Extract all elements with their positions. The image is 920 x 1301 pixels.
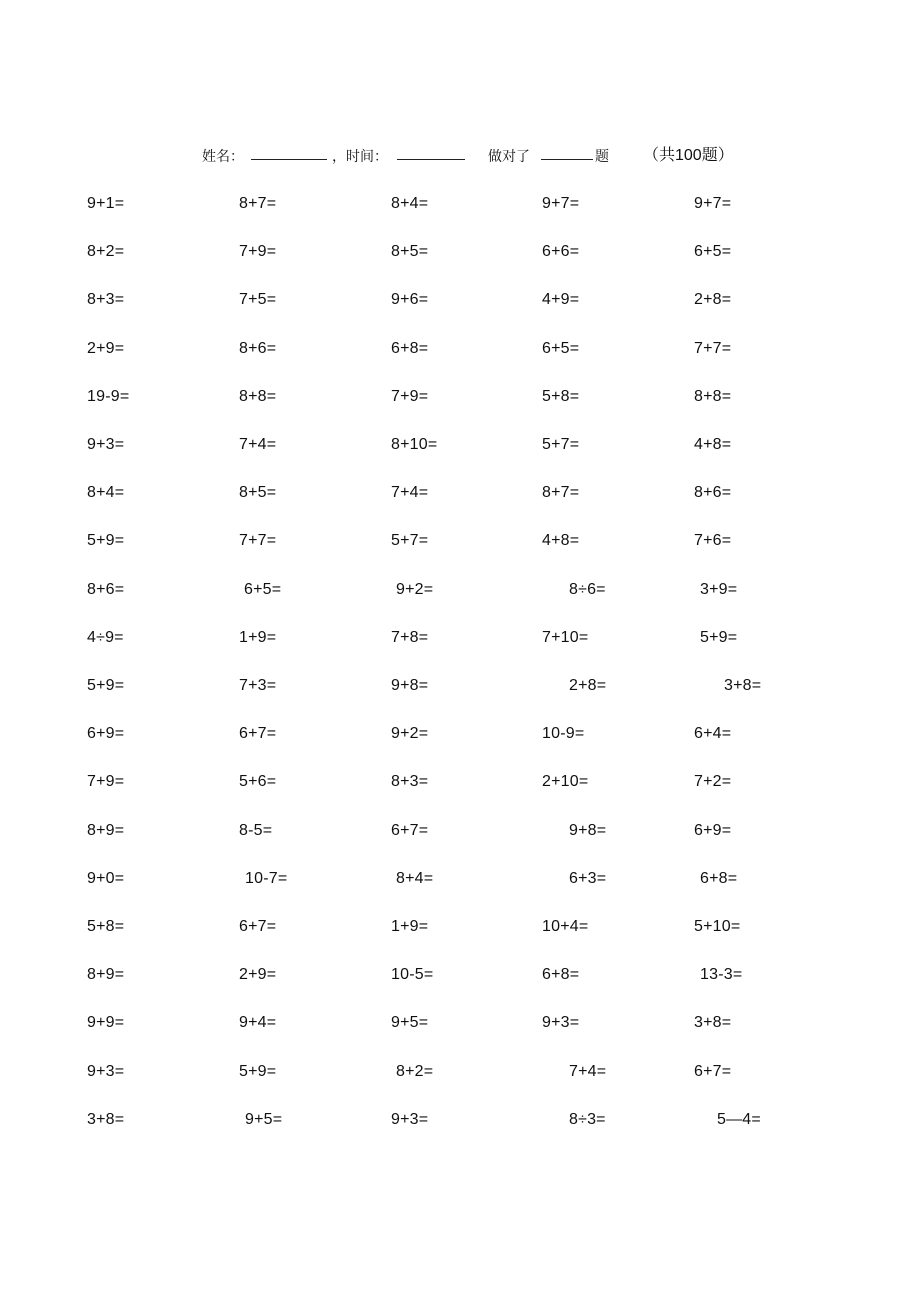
math-problem: 2+10= — [542, 773, 589, 790]
math-problem: 7+2= — [694, 773, 732, 790]
math-problem: 8+2= — [396, 1063, 434, 1080]
math-problem: 7+7= — [239, 532, 277, 549]
math-problem: 9+5= — [245, 1111, 283, 1128]
math-problem: 9+3= — [87, 1063, 125, 1080]
math-problem: 9+3= — [542, 1014, 580, 1031]
math-problem: 8+4= — [87, 484, 125, 501]
math-problem: 2+9= — [239, 966, 277, 983]
math-problem: 9+1= — [87, 195, 125, 212]
math-problem: 6+5= — [244, 581, 282, 598]
math-problem: 6+7= — [239, 918, 277, 935]
math-problem: 6+5= — [542, 340, 580, 357]
math-problem: 6+8= — [700, 870, 738, 887]
math-problem: 7+4= — [569, 1063, 607, 1080]
math-problem: 4+8= — [694, 436, 732, 453]
math-problem: 6+9= — [87, 725, 125, 742]
math-problem: 3+8= — [724, 677, 762, 694]
math-problem: 5+9= — [700, 629, 738, 646]
math-problem: 7+3= — [239, 677, 277, 694]
total-count: （共100题） — [643, 147, 734, 164]
math-problem: 7+5= — [239, 291, 277, 308]
math-problem: 9+5= — [391, 1014, 429, 1031]
math-problem: 8+3= — [391, 773, 429, 790]
math-problem: 8+10= — [391, 436, 438, 453]
math-problem: 4+9= — [542, 291, 580, 308]
math-problem: 9+6= — [391, 291, 429, 308]
math-problem: 5+7= — [391, 532, 429, 549]
math-problem: 8+9= — [87, 966, 125, 983]
time-label: ，时间： — [332, 148, 388, 164]
math-problem: 5+9= — [87, 677, 125, 694]
math-problem: 7+7= — [694, 340, 732, 357]
math-problem: 6+5= — [694, 243, 732, 260]
math-problem: 8-5= — [239, 822, 273, 839]
math-problem: 8+5= — [239, 484, 277, 501]
math-problem: 8+8= — [694, 388, 732, 405]
math-problem: 19-9= — [87, 388, 130, 405]
math-problem: 7+9= — [87, 773, 125, 790]
math-problem: 4+8= — [542, 532, 580, 549]
math-problem: 9+3= — [87, 436, 125, 453]
math-problem: 13-3= — [700, 966, 743, 983]
math-problem: 4÷9= — [87, 629, 124, 646]
math-problem: 8+2= — [87, 243, 125, 260]
math-problem: 8+7= — [542, 484, 580, 501]
math-problem: 5+8= — [87, 918, 125, 935]
math-problem: 7+9= — [239, 243, 277, 260]
math-problem: 10+4= — [542, 918, 589, 935]
math-problem: 5+7= — [542, 436, 580, 453]
correct-suffix: 题 — [595, 148, 609, 164]
math-problem: 1+9= — [391, 918, 429, 935]
math-problem: 6+3= — [569, 870, 607, 887]
math-problem: 3+8= — [87, 1111, 125, 1128]
math-problem: 6+6= — [542, 243, 580, 260]
math-problem: 10-7= — [245, 870, 288, 887]
math-problem: 8+6= — [239, 340, 277, 357]
math-problem: 5+9= — [87, 532, 125, 549]
math-problem: 5+8= — [542, 388, 580, 405]
math-problem: 7+4= — [239, 436, 277, 453]
math-problem: 9+8= — [569, 822, 607, 839]
math-problem: 2+8= — [569, 677, 607, 694]
math-problem: 6+8= — [542, 966, 580, 983]
math-problem: 3+8= — [694, 1014, 732, 1031]
math-problem: 9+2= — [391, 725, 429, 742]
math-problem: 9+3= — [391, 1111, 429, 1128]
math-problem: 8+6= — [694, 484, 732, 501]
math-problem: 6+7= — [239, 725, 277, 742]
math-problem: 5—4= — [717, 1111, 761, 1128]
math-problem: 9+9= — [87, 1014, 125, 1031]
math-problem: 5+6= — [239, 773, 277, 790]
math-problem: 5+9= — [239, 1063, 277, 1080]
math-problem: 9+8= — [391, 677, 429, 694]
math-problem: 9+7= — [542, 195, 580, 212]
math-problem: 8+3= — [87, 291, 125, 308]
math-problem: 2+9= — [87, 340, 125, 357]
math-problem: 8+7= — [239, 195, 277, 212]
correct-prefix: 做对了 — [488, 148, 530, 164]
math-problem: 9+2= — [396, 581, 434, 598]
math-problem: 2+8= — [694, 291, 732, 308]
math-problem: 7+6= — [694, 532, 732, 549]
math-problem: 8+6= — [87, 581, 125, 598]
math-problem: 8+4= — [396, 870, 434, 887]
math-problem: 6+9= — [694, 822, 732, 839]
math-problem: 6+4= — [694, 725, 732, 742]
math-problem: 6+8= — [391, 340, 429, 357]
math-problem: 8+4= — [391, 195, 429, 212]
math-problem: 8÷6= — [569, 581, 606, 598]
math-problem: 7+9= — [391, 388, 429, 405]
math-problem: 9+7= — [694, 195, 732, 212]
math-problem: 10-9= — [542, 725, 585, 742]
name-label: 姓名： — [202, 148, 244, 164]
math-problem: 9+4= — [239, 1014, 277, 1031]
math-problem: 9+0= — [87, 870, 125, 887]
math-problem: 8+8= — [239, 388, 277, 405]
math-problem: 7+8= — [391, 629, 429, 646]
math-problem: 7+10= — [542, 629, 589, 646]
math-problem: 5+10= — [694, 918, 741, 935]
math-problem: 8+9= — [87, 822, 125, 839]
math-problem: 10-5= — [391, 966, 434, 983]
math-problem: 7+4= — [391, 484, 429, 501]
math-problem: 8+5= — [391, 243, 429, 260]
math-problem: 1+9= — [239, 629, 277, 646]
math-problem: 3+9= — [700, 581, 738, 598]
math-problem: 8÷3= — [569, 1111, 606, 1128]
math-problem: 6+7= — [391, 822, 429, 839]
math-problem: 6+7= — [694, 1063, 732, 1080]
